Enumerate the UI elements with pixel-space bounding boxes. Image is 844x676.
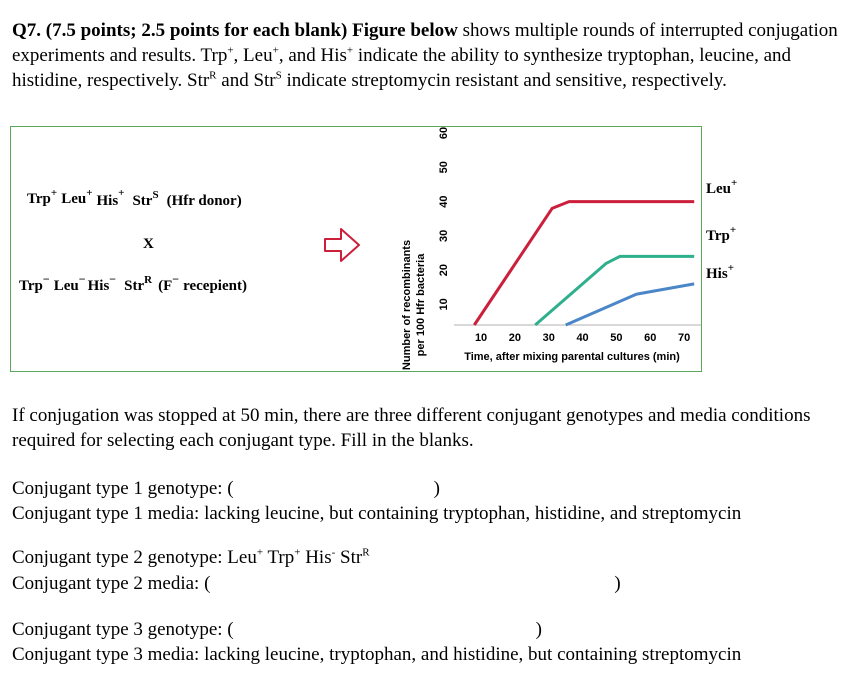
sup: S [275, 69, 282, 82]
sup: − [109, 272, 117, 286]
conjugant-1-genotype [12, 476, 440, 501]
question-number: Q7. [12, 20, 42, 41]
intro-text: indicate the ability to synthesize tryptophan, leucine, and histidine, respectively. Str [12, 45, 792, 91]
intro-text: and Str [216, 70, 276, 91]
c2-text: Conjugant type 2 genotype: Leu [12, 547, 257, 568]
recipient-str: Str [124, 278, 145, 294]
figure-svg [11, 126, 738, 373]
c2-text: His [300, 547, 332, 568]
sup: R [144, 274, 153, 286]
series-line-his [566, 284, 695, 325]
c2-media-close: ) [614, 573, 621, 594]
series-line-leu [474, 202, 694, 325]
sup: + [50, 187, 58, 199]
sup: + [272, 44, 279, 57]
y-tick-label: 30 [438, 229, 450, 242]
y-axis-label-1: Number of recombinants [401, 239, 413, 371]
y-tick-label: 10 [438, 298, 450, 311]
series-label-leu: Leu+ [706, 177, 738, 197]
x-axis-label: Time, after mixing parental cultures (min) [464, 351, 680, 363]
c1-geno-text: Conjugant type 1 genotype: ( [12, 478, 234, 499]
x-tick-label: 50 [610, 332, 623, 344]
sup: R [362, 546, 370, 559]
recipient-genotype [19, 272, 247, 294]
x-tick-label: 30 [542, 332, 555, 344]
question-points: (7.5 points; 2.5 points for each blank) Figure below [45, 20, 458, 41]
sup: S [152, 189, 159, 201]
intro-text: , and His [278, 45, 347, 66]
recipient-note: recepient) [183, 278, 247, 294]
donor-genotype [27, 187, 242, 209]
x-tick-label: 40 [576, 332, 589, 344]
c2-text: Str [335, 547, 363, 568]
cross-symbol: X [143, 236, 154, 252]
recipient-f: (F [158, 278, 173, 294]
x-tick-label: 60 [644, 332, 657, 344]
c3-geno-text: Conjugant type 3 genotype: ( [12, 619, 234, 640]
sup: − [78, 272, 86, 286]
c1-geno-close: ) [433, 478, 440, 499]
y-tick-label: 40 [438, 195, 450, 208]
conjugant-3-genotype [12, 617, 542, 642]
intro-text: , Leu [233, 45, 273, 66]
sup: − [172, 272, 180, 286]
recipient-trp: Trp [19, 278, 43, 294]
conjugant-2-media [12, 571, 621, 596]
series-label-trp: Trp+ [706, 224, 737, 244]
x-tick-label: 10 [474, 332, 488, 344]
sup: + [256, 546, 264, 559]
right-arrow-icon [325, 229, 359, 261]
intro-text: shows multiple rounds of interrupted conjugation experiments and results. Trp [12, 20, 838, 66]
x-tick-label: 70 [677, 332, 691, 344]
recipient-leu: Leu [53, 278, 79, 294]
y-tick-labels [438, 127, 450, 311]
donor-note: (Hfr donor) [166, 193, 242, 209]
conjugant-2-genotype [12, 545, 370, 570]
donor-trp: Trp [27, 191, 51, 207]
y-tick-label: 60 [438, 126, 450, 140]
c3-geno-close: ) [535, 619, 542, 640]
intro-text: indicate streptomycin resistant and sensitive, respectively. [281, 70, 727, 91]
stop-text: If conjugation was stopped at 50 min, there are three different conjugant genotypes and media conditions required for selecting each conjugant type. Fill in the blanks. [12, 405, 811, 451]
donor-str: Str [132, 193, 153, 209]
series-group [474, 202, 694, 325]
x-tick-label: 20 [508, 332, 522, 344]
sup: + [86, 187, 93, 199]
conjugant-1-media: Conjugant type 1 media: lacking leucine, but containing tryptophan, histidine, and streptomycin [12, 503, 742, 524]
y-tick-label: 20 [438, 264, 450, 277]
sup: − [42, 272, 50, 286]
y-tick-label: 50 [438, 161, 450, 174]
c2-text: Trp [263, 547, 295, 568]
series-label-his: His+ [706, 262, 734, 282]
sup: R [209, 69, 217, 82]
sup: + [118, 187, 125, 199]
y-axis-label-2: per 100 Hfr bacteria [415, 253, 427, 357]
sup: + [294, 546, 301, 559]
figure-box [10, 126, 738, 372]
sup: + [227, 44, 234, 57]
recipient-his: His [87, 278, 110, 294]
series-line-trp [535, 256, 694, 325]
c2-media-text: Conjugant type 2 media: ( [12, 573, 211, 594]
conjugant-3-media: Conjugant type 3 media: lacking leucine, tryptophan, and histidine, but containing streptomycin [12, 644, 742, 665]
series-labels [706, 177, 737, 282]
donor-leu: Leu [61, 191, 87, 207]
donor-his: His [96, 193, 119, 209]
sup: + [346, 44, 354, 57]
sup: - [331, 546, 336, 559]
question-intro [12, 18, 840, 93]
x-tick-labels [475, 332, 690, 344]
